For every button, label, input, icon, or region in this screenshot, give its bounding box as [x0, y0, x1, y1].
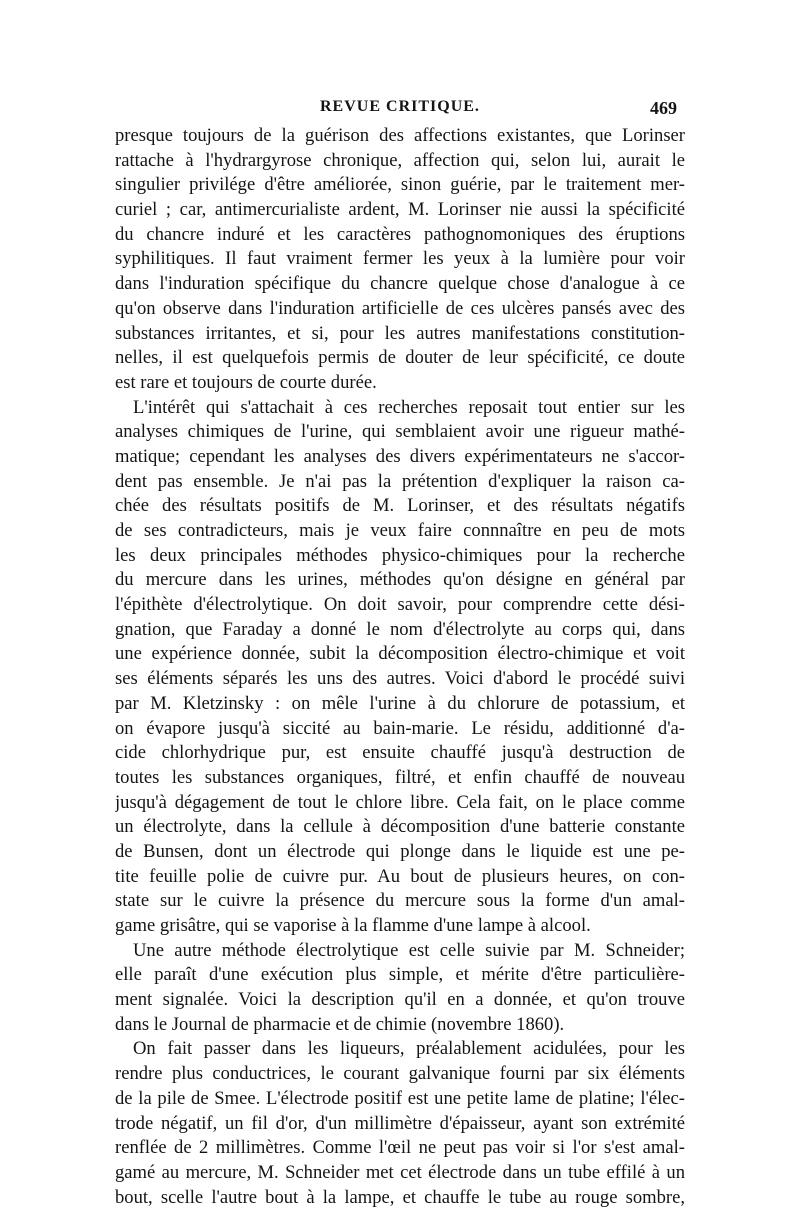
- running-title: REVUE CRITIQUE.: [320, 98, 480, 115]
- text-line: jusqu'à dégagement de tout le chlore libre. Cela fait, on le place comme: [115, 791, 685, 813]
- text-line: du chancre induré et les caractères pathognomoniques des éruptions: [115, 223, 685, 245]
- text-line: est rare et toujours de courte durée.: [115, 371, 377, 393]
- text-line: singulier privilége d'être améliorée, sinon guérie, par le traitement mer-: [115, 174, 685, 196]
- text-line: les deux principales méthodes physico-chimiques pour la recherche: [115, 544, 685, 566]
- text-line: On fait passer dans les liqueurs, préalablement acidulées, pour les: [133, 1038, 685, 1060]
- text-line: matique; cependant les analyses des divers expérimentateurs ne s'accor-: [115, 445, 685, 467]
- text-line: on évapore jusqu'à siccité au bain-marie. Le résidu, additionné d'a-: [115, 717, 685, 739]
- text-line: dans l'induration spécifique du chancre quelque chose d'analogue à ce: [115, 273, 685, 295]
- text-line: game grisâtre, qui se vaporise à la flamme d'une lampe à alcool.: [115, 915, 591, 936]
- text-line: dans le Journal de pharmacie et de chimie (novembre 1860).: [115, 1013, 565, 1035]
- text-line: bout, scelle l'autre bout à la lampe, et chauffe le tube au rouge sombre,: [115, 1186, 685, 1208]
- text-line: ment signalée. Voici la description qu'il en a donnée, et qu'on trouve: [115, 989, 685, 1011]
- text-line: curiel ; car, antimercurialiste ardent, M. Lorinser nie aussi la spécificité: [115, 199, 685, 221]
- text-line: elle paraît d'une exécution plus simple, et mérite d'être particulière-: [115, 964, 685, 986]
- text-line: gnation, que Faraday a donné le nom d'électrolyte au corps qui, dans: [115, 618, 685, 640]
- text-line: trode négatif, un fil d'or, d'un millimètre d'épaisseur, ayant son extrémité: [115, 1112, 685, 1134]
- page-header: [0, 98, 800, 122]
- text-line: tite feuille polie de cuivre pur. Au bout de plusieurs heures, on con-: [115, 865, 685, 887]
- text-line: L'intérêt qui s'attachait à ces recherches reposait tout entier sur les: [133, 396, 685, 418]
- text-line: rendre plus conductrices, le courant galvanique fourni par six éléments: [115, 1063, 685, 1085]
- text-line: ses éléments séparés les uns des autres. Voici d'abord le procédé suivi: [115, 668, 685, 690]
- text-line: qu'on observe dans l'induration artificielle de ces ulcères pansés avec des: [115, 297, 685, 319]
- text-line: state sur le cuivre la présence du mercure sous la forme d'un amal-: [115, 890, 685, 912]
- text-line: nelles, il est quelquefois permis de douter de leur spécificité, ce doute: [115, 347, 685, 369]
- text-line: presque toujours de la guérison des affections existantes, que Lorinser: [115, 125, 685, 146]
- text-line: l'épithète d'électrolytique. On doit savoir, pour comprendre cette dési-: [115, 594, 685, 616]
- page-number: 469: [650, 98, 677, 118]
- text-line: par M. Kletzinsky : on mêle l'urine à du chlorure de potassium, et: [115, 692, 685, 714]
- text-line: chée des résultats positifs de M. Lorinser, et des résultats négatifs: [115, 495, 685, 517]
- text-line: substances irritantes, et si, pour les autres manifestations constitution-: [115, 322, 685, 344]
- text-line: renflée de 2 millimètres. Comme l'œil ne peut pas voir si l'or s'est amal-: [115, 1137, 685, 1159]
- text-line: de ses contradicteurs, mais je veux faire connnaître en peu de mots: [115, 520, 685, 541]
- text-line: cide chlorhydrique pur, est ensuite chauffé jusqu'à destruction de: [115, 742, 685, 764]
- text-line: dent pas ensemble. Je n'ai pas la prétention d'expliquer la raison ca-: [115, 470, 685, 492]
- text-line: toutes les substances organiques, filtré, et enfin chauffé de nouveau: [115, 766, 685, 788]
- text-line: rattache à l'hydrargyrose chronique, affection qui, selon lui, aurait le: [115, 149, 685, 171]
- body-text: [115, 124, 685, 1210]
- text-line: gamé au mercure, M. Schneider met cet électrode dans un tube effilé à un: [115, 1161, 685, 1183]
- text-line: analyses chimiques de l'urine, qui semblaient avoir une rigueur mathé-: [115, 421, 685, 443]
- text-line: de Bunsen, dont un électrode qui plonge dans le liquide est une pe-: [115, 840, 685, 862]
- text-line: syphilitiques. Il faut vraiment fermer les yeux à la lumière pour voir: [115, 248, 685, 270]
- text-line: Une autre méthode électrolytique est celle suivie par M. Schneider;: [133, 939, 685, 961]
- text-line: du mercure dans les urines, méthodes qu'on désigne en général par: [115, 569, 685, 591]
- text-line: une expérience donnée, subit la décomposition électro-chimique et voit: [115, 643, 685, 665]
- text-line: de la pile de Smee. L'électrode positif est une petite lame de platine; l'élec-: [115, 1087, 685, 1109]
- text-line: un électrolyte, dans la cellule à décomposition d'une batterie constante: [115, 816, 685, 838]
